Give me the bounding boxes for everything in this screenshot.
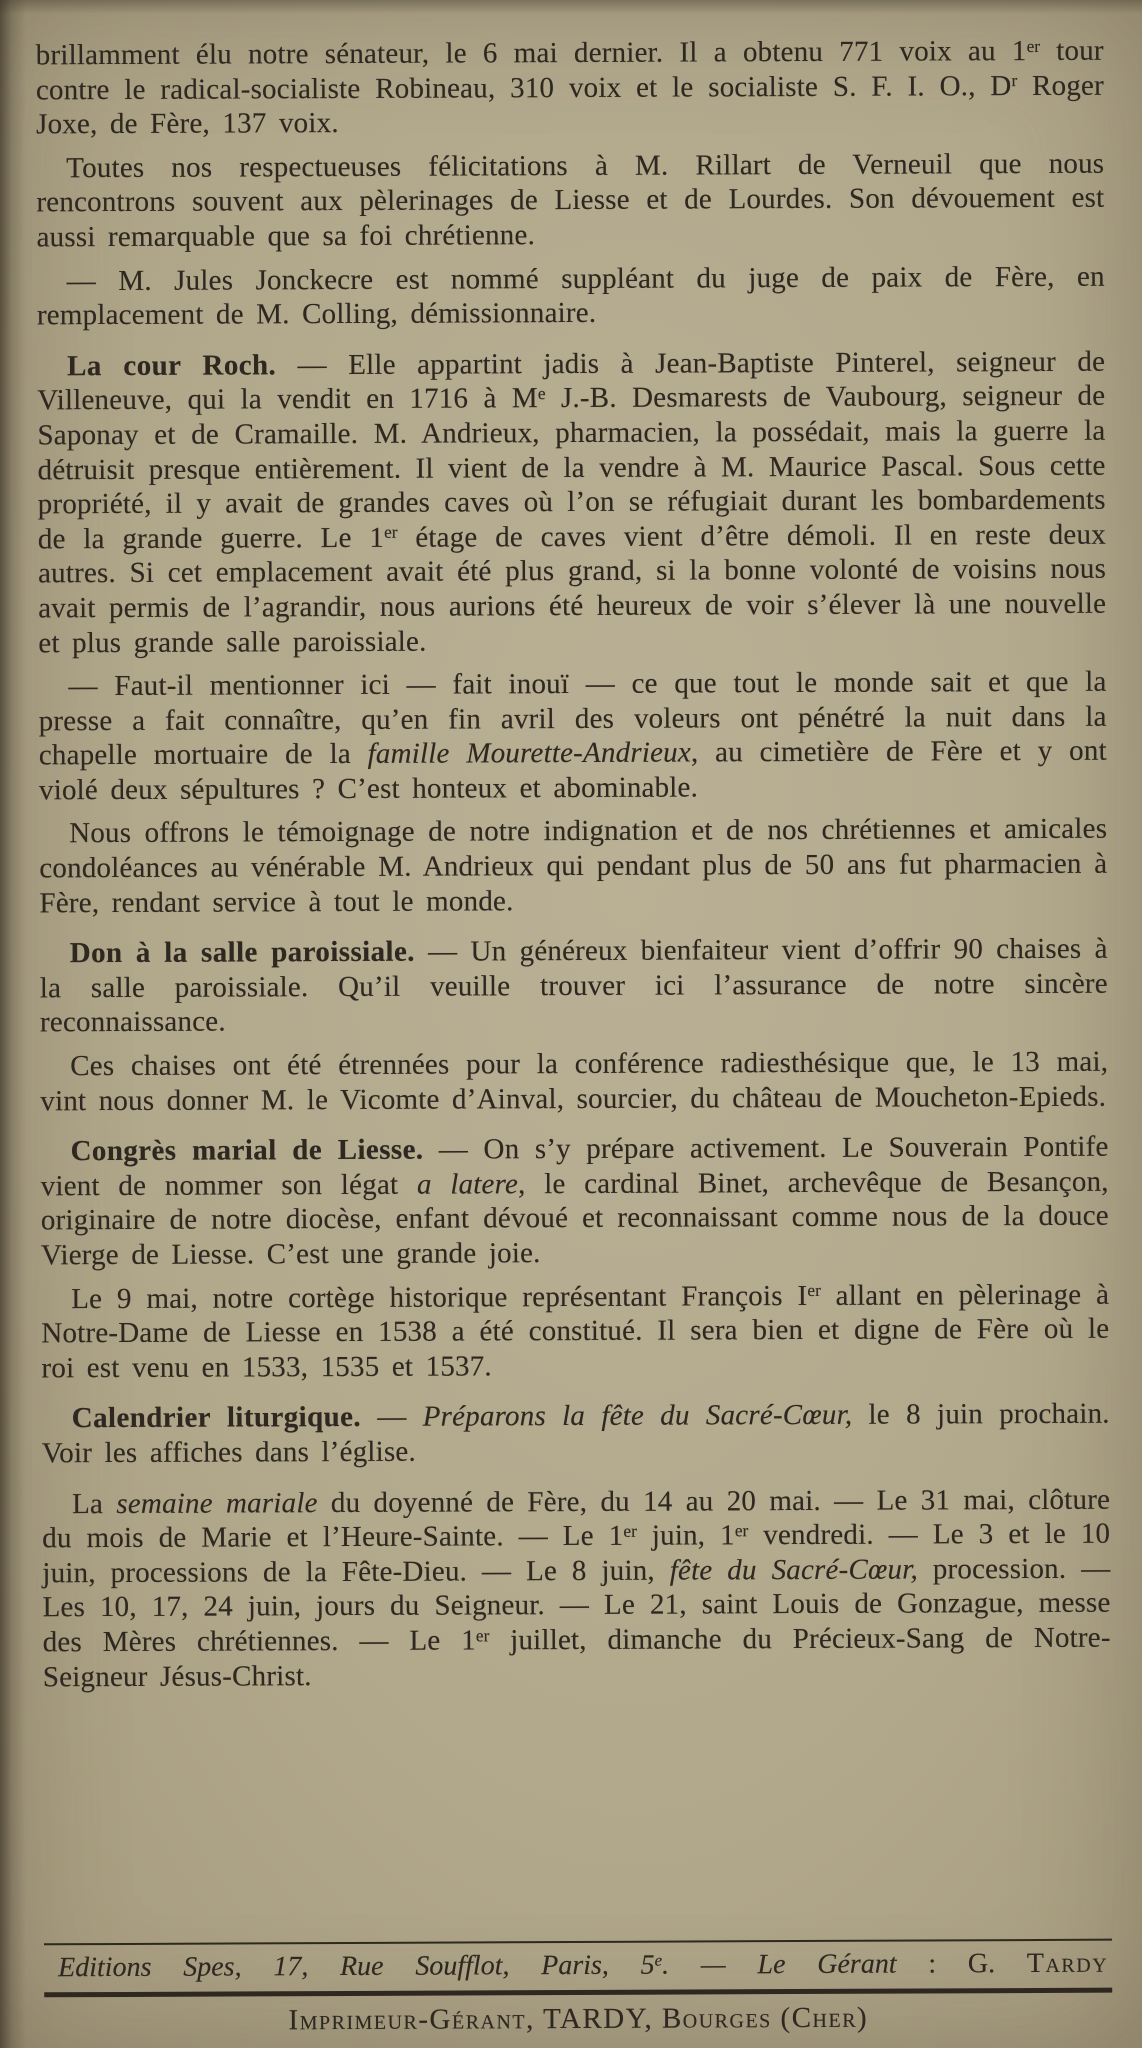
- paragraph-semaine-mariale: [42, 1482, 1111, 1694]
- paragraph-felicitations: [36, 146, 1104, 254]
- text-run: Imprimeur-Gérant, TARDY, Bourges (Cher): [288, 2001, 869, 2037]
- paragraph-continuation-senator: [36, 34, 1104, 142]
- text-run: er: [475, 1624, 490, 1646]
- text-run: juin, 1: [636, 1519, 735, 1552]
- paragraph-vol-chapelle: [38, 665, 1107, 808]
- text-run: Roger Joxe, de Fère, 137 voix.: [36, 69, 1104, 141]
- text-run: Ces chaises ont été étrennées pour la conférence radiesthésique que, le 13 mai, vint nous donner M. le Vicomte d’Ainval, sourcier, du château de Moucheton-Epieds.: [40, 1045, 1109, 1117]
- text-run: — On s’y prépare activement. Le Souverain Pontife vient de nommer son légat: [40, 1130, 1109, 1203]
- publisher-line: [44, 1941, 1112, 1993]
- text-run: tour contre le radical-socialiste Robineau, 310 voix et le socialiste S. F. I. O., D: [35, 34, 1104, 106]
- paragraph-condoleances: [39, 812, 1107, 920]
- text-run: procession. — Les 10, 17, 24 juin, jours du Seigneur. — Le 21, saint Louis de Gonzague, messe des Mères chrétiennes. — Le 1: [42, 1552, 1111, 1659]
- text-run: r: [1011, 70, 1018, 91]
- text-run: Toutes nos respectueuses félicitations à M. Rillart de Verneuil que nous rencontrons souvent aux pèlerinages de Liesse et de Lourdes. Son dévouement est aussi remarquable que sa foi chrétienne.: [36, 147, 1105, 254]
- text-run: — M. Jules Jonckecre est nommé suppléant du juge de paix de Fère, en remplacement de M. Colling, démissionnaire.: [36, 260, 1105, 332]
- printer-line: [44, 1993, 1112, 2043]
- text-run: Don à la salle paroissiale.: [69, 935, 415, 970]
- text-run: er: [623, 1520, 637, 1541]
- text-run: , le cardinal Binet, archevêque de Besançon, originaire de notre diocèse, enfant dévoué et reconnaissant comme nous de la douce Vierge de Liesse. C’est une grande joie.: [40, 1165, 1109, 1272]
- text-run: fête du Sacré-Cœur,: [669, 1553, 918, 1587]
- paragraph-don-salle-paroissiale: [40, 932, 1108, 1040]
- text-run: er: [807, 1280, 821, 1301]
- text-run: — Elle appartint jadis à Jean-Baptiste Pinterel, seigneur de Villeneuve, qui la vendit en 1716 à M: [37, 345, 1106, 417]
- paragraph-cortege-historique: [41, 1277, 1109, 1385]
- text-run: er: [734, 1520, 749, 1541]
- text-run: a latere: [416, 1168, 519, 1201]
- text-run: Le Gérant: [757, 1948, 897, 1981]
- text-run: e: [654, 1950, 663, 1970]
- page-footer: [44, 1939, 1112, 2043]
- text-run: Préparons la fête du Sacré-Cœur,: [422, 1399, 853, 1434]
- text-run: étage de caves vient d’être démoli. Il en reste deux autres. Si cet emplacement avait été plus grand, si la bonne volonté de voisins nous avait permis de l’agrandir, nous aurions été heureux de voir s’élever là une nouvelle et plus grande salle paroissiale.: [37, 518, 1107, 659]
- text-run: Nous offrons le témoignage de notre indignation et de nos chrétiennes et amicales condoléances au vénérable M. Andrieux qui pendant plus de 50 ans fut pharmacien à Fère, rendant service à tout le monde.: [39, 813, 1108, 919]
- paragraph-jonckecre: [37, 259, 1105, 333]
- text-run: —: [360, 1401, 423, 1434]
- text-run: vendredi. — Le 3 et le 10 juin, processions de la Fête-Dieu. — Le 8 juin,: [42, 1517, 1111, 1590]
- text-run: Tardy: [1026, 1947, 1109, 1980]
- text-run: semaine mariale: [116, 1486, 318, 1520]
- text-run: , au cimetière de Fère et y ont violé deux sépultures ? C’est honteux et abominable.: [38, 734, 1107, 807]
- text-run: er: [1026, 35, 1041, 56]
- text-run: Le 9 mai, notre cortège historique représentant François I: [71, 1279, 808, 1315]
- text-run: — Un généreux bienfaiteur vient d’offrir 90 chaises à la salle paroissiale. Qu’il veuille trouver ici l’assurance de notre sincère reconnaissance.: [39, 932, 1108, 1039]
- text-run: Congrès marial de Liesse.: [70, 1133, 424, 1168]
- text-run: e: [537, 383, 546, 404]
- text-run: Editions Spes, 17, Rue Soufflot, Paris, 5: [58, 1949, 655, 1984]
- text-run: La cour Roch.: [67, 349, 277, 382]
- text-run: allant en pèlerinage à Notre-Dame de Liesse en 1538 a été constitué. Il sera bien et digne de Fère où le roi est venu en 1533, 1535 et 1537.: [41, 1278, 1110, 1385]
- text-run: Calendrier liturgique.: [71, 1401, 362, 1435]
- text-run: J.-B. Desmarests de Vaubourg, seigneur de Saponay et de Cramaille. M. Andrieux, pharmacien, la possédait, mais la guerre la détruisit presque entièrement. Il vient de la vendre à M. Maurice Pascal. Sous cette propriété, il y avait de grandes caves où l’on se réfugiait durant les bombardements de la grande guerre. Le 1: [37, 380, 1106, 556]
- text-run: brillamment élu notre sénateur, le 6 mai dernier. Il a obtenu 771 voix au 1: [35, 35, 1027, 72]
- text-run: — Faut-il mentionner ici — fait inouï — ce que tout le monde sait et que la presse a fait connaître, qu’en fin avril des voleurs ont pénétré la nuit dans la chapelle mortuaire de la: [38, 665, 1107, 772]
- paragraph-calendrier-liturgique: [42, 1397, 1110, 1471]
- text-run: . —: [662, 1949, 758, 1981]
- text-run: er: [383, 522, 398, 543]
- text-run: juillet, dimanche du Précieux-Sang de Notre-Seigneur Jésus-Christ.: [42, 1621, 1111, 1693]
- text-run: le 8 juin prochain. Voir les affiches dans l’église.: [41, 1398, 1110, 1470]
- text-run: : G.: [896, 1948, 1027, 1980]
- text-run: du doyenné de Fère, du 14 au 20 mai. — Le 31 mai, clôture du mois de Marie et l’Heure-Sainte. — Le 1: [42, 1483, 1111, 1555]
- paragraph-congres-marial: [40, 1130, 1109, 1273]
- paragraph-la-cour-roch: [37, 344, 1106, 660]
- paragraph-chaises-conference: [40, 1045, 1108, 1119]
- text-run: famille Mourette-Andrieux: [367, 736, 691, 771]
- text-run: La: [72, 1487, 117, 1520]
